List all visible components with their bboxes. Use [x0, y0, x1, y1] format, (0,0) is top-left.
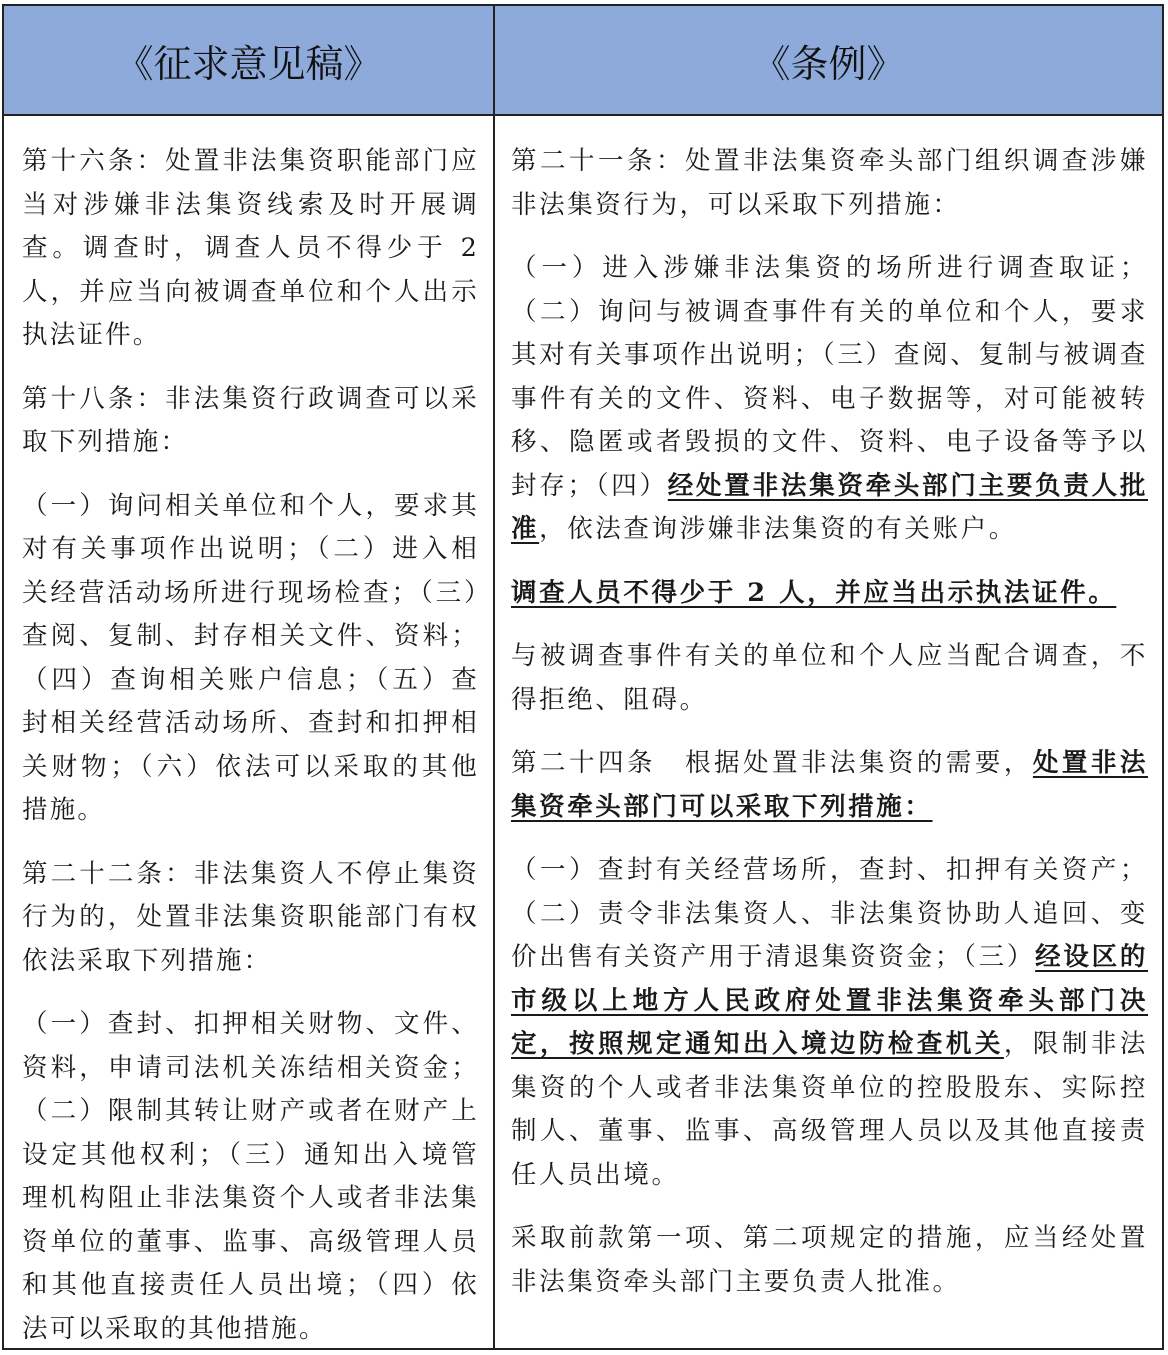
- draft-article-22: 第二十二条：非法集资人不停止集资行为的，处置非法集资职能部门有权依法采取下列措施：: [22, 858, 479, 976]
- reg-article-21-measures: [511, 247, 1148, 552]
- draft-article-18-measures: （一）询问相关单位和个人，要求其对有关事项作出说明；（二）进入相关经营活动场所进行现场检查；（三）查阅、复制、封存相关文件、资料；（四）查询相关账户信息；（五）查封相关经营活动场所、查封和扣押相关财物；（六）依法可以采取的其他措施。: [22, 490, 479, 825]
- reg-text: 第二十四条 根据处置非法集资的需要，: [511, 748, 1033, 778]
- reg-approval-rule: 采取前款第一项、第二项规定的措施，应当经处置非法集资牵头部门主要负责人批准。: [511, 1223, 1148, 1297]
- header-draft: 《征求意见稿》: [4, 6, 495, 116]
- draft-article-18: 第十八条：非法集资行政调查可以采取下列措施：: [22, 383, 479, 457]
- regulation-column: [495, 116, 1162, 1348]
- reg-article-24: [511, 742, 1148, 829]
- reg-text: （一）查封有关经营场所，查封、扣押有关资产；（二）责令非法集资人、非法集资协助人追回、变价出售有关资产用于清退集资资金；（三）: [511, 855, 1148, 972]
- comparison-table: [2, 4, 1164, 1350]
- reg-text: （一）进入涉嫌非法集资的场所进行调查取证；（二）询问与被调查事件有关的单位和个人，要求其对有关事项作出说明；（三）查阅、复制与被调查事件有关的文件、资料、电子数据等，对可能被转移、隐匿或者毁损的文件、资料、电子设备等予以封存；（四）: [511, 253, 1148, 501]
- draft-article-16: 第十六条：处置非法集资职能部门应当对涉嫌非法集资线索及时开展调查。调查时，调查人员不得少于 2 人，并应当向被调查单位和个人出示执法证件。: [22, 146, 479, 350]
- reg-highlight: 经设区的市级以上地方人民政府处置非法集资牵头部门决定，按照规定通知出入境边防检查机关: [511, 942, 1148, 1059]
- reg-highlight: 调查人员不得少于 2 人，并应当出示执法证件。: [511, 577, 1117, 608]
- draft-article-22-measures: （一）查封、扣押相关财物、文件、资料，申请司法机关冻结相关资金；（二）限制其转让财产或者在财产上设定其他权利；（三）通知出入境管理机构阻止非法集资个人或者非法集资单位的董事、监事、高级管理人员和其他直接责任人员出境；（四）依法可以采取的其他措施。: [22, 1009, 479, 1344]
- reg-text: ，依法查询涉嫌非法集资的有关账户。: [539, 514, 1017, 544]
- draft-column: [4, 116, 495, 1348]
- reg-cooperation-rule: 与被调查事件有关的单位和个人应当配合调查，不得拒绝、阻碍。: [511, 641, 1148, 715]
- reg-text: ，限制非法集资的个人或者非法集资单位的控股股东、实际控制人、董事、监事、高级管理人员以及其他直接责任人员出境。: [511, 1029, 1148, 1190]
- header-regulation: 《条例》: [495, 6, 1162, 116]
- reg-article-24-measures: [511, 849, 1148, 1197]
- reg-investigator-rule: [511, 572, 1148, 616]
- reg-article-21: 第二十一条：处置非法集资牵头部门组织调查涉嫌非法集资行为，可以采取下列措施：: [511, 146, 1148, 220]
- reg-highlight: 处置非法集资牵头部门可以采取下列措施：: [511, 748, 1148, 822]
- reg-highlight: 经处置非法集资牵头部门主要负责人批准: [511, 470, 1148, 544]
